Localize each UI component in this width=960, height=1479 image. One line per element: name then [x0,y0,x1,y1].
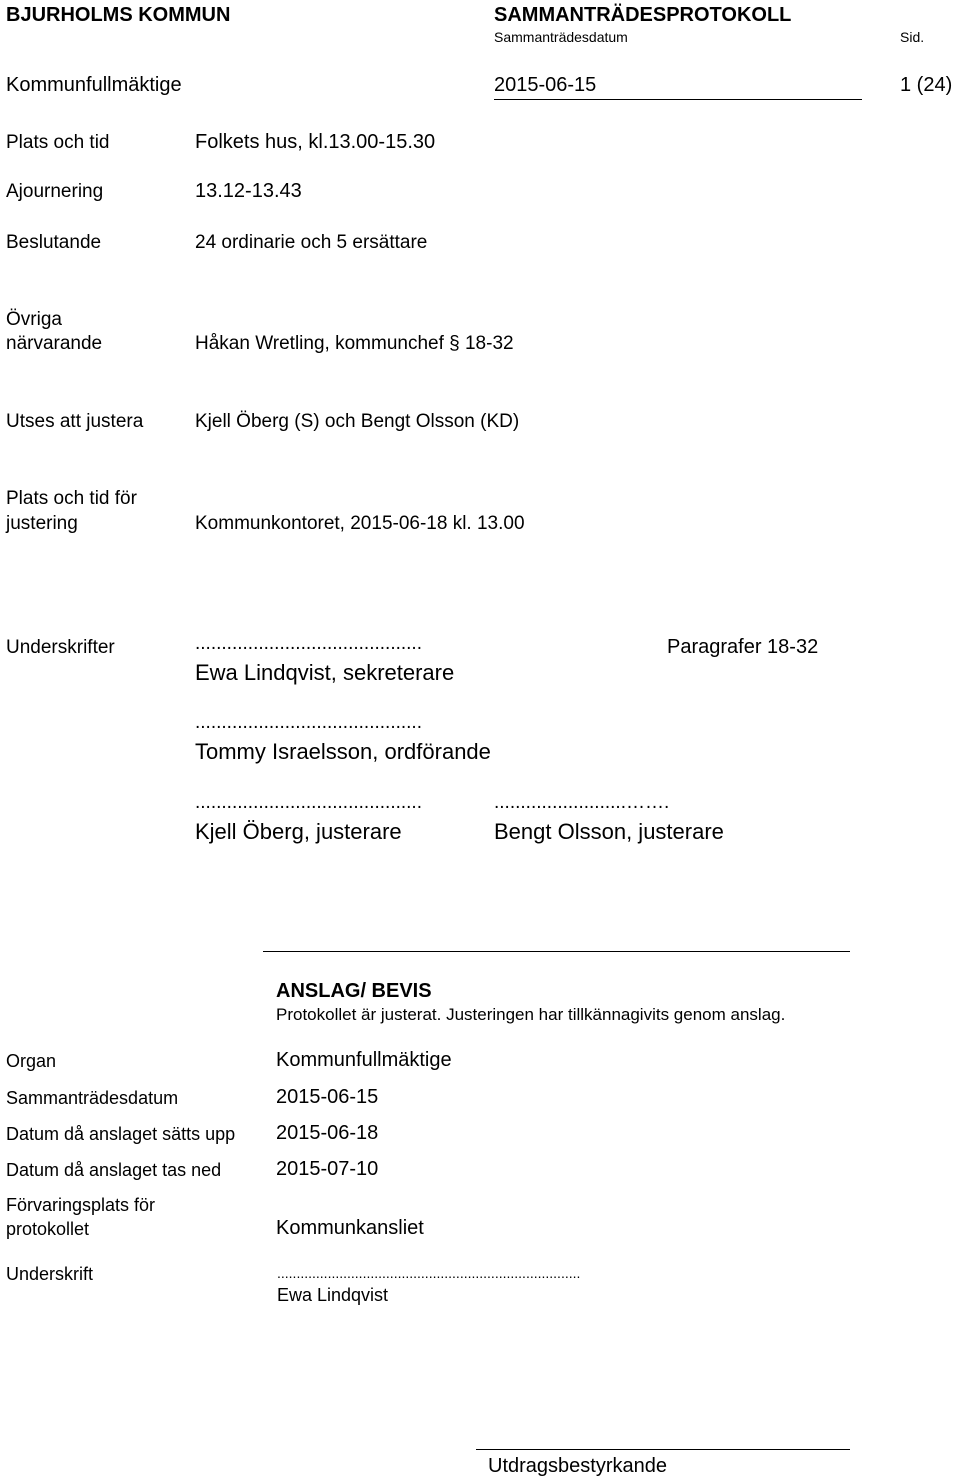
place-label: Plats och tid [6,132,110,153]
notice-rule [263,951,850,952]
organ-value: Kommunfullmäktige [276,1049,452,1071]
page-number: 1 (24) [900,74,953,96]
decision-makers-label: Beslutande [6,232,102,253]
adjournment-value: 13.12-13.43 [195,180,302,202]
meeting-date-label: Sammanträdesdatum [6,1088,179,1108]
adjusters-label: Utses att justera [6,411,144,432]
document-type: SAMMANTRÄDESPROTOKOLL [494,4,792,26]
secretary-name: Ewa Lindqvist, sekreterare [195,660,455,685]
secretary-signature-line: ........................................... [195,633,422,654]
storage-label-2: protokollet [6,1219,90,1239]
notice-signature-line: .............................................................................. [277,1265,581,1281]
date-column-label: Sammanträdesdatum [494,29,628,45]
notice-signature-label: Underskrift [6,1264,94,1284]
posted-date-value: 2015-06-18 [276,1122,379,1144]
notice-subtitle: Protokollet är justerat. Justeringen har tillkännagivits genom anslag. [276,1005,786,1024]
adjustment-time-value: Kommunkontoret, 2015-06-18 kl. 13.00 [195,513,525,534]
storage-label-1: Förvaringsplats för [6,1195,156,1215]
place-value: Folkets hus, kl.13.00-15.30 [195,131,436,153]
adjuster2-signature-line: .........................……. [494,792,670,813]
adjuster2-name: Bengt Olsson, justerare [494,819,724,844]
posted-date-label: Datum då anslaget sätts upp [6,1124,236,1144]
chair-name: Tommy Israelsson, ordförande [195,739,491,764]
notice-title: ANSLAG/ BEVIS [276,980,432,1002]
header-rule [494,99,862,100]
header-body: Kommunfullmäktige [6,74,182,96]
removed-date-value: 2015-07-10 [276,1158,379,1180]
decision-makers-value: 24 ordinarie och 5 ersättare [195,232,428,253]
header-date: 2015-06-15 [494,74,597,96]
removed-date-label: Datum då anslaget tas ned [6,1160,222,1180]
others-present-label-2: närvarande [6,333,103,354]
signatures-label: Underskrifter [6,637,115,658]
storage-value: Kommunkansliet [276,1217,424,1239]
others-present-value: Håkan Wretling, kommunchef § 18-32 [195,333,514,354]
page-column-label: Sid. [900,29,925,45]
others-present-label-1: Övriga [6,309,62,330]
certified-copy-label: Utdragsbestyrkande [488,1455,667,1477]
notice-signature-name: Ewa Lindqvist [277,1285,389,1305]
paragraphs-range: Paragrafer 18-32 [667,636,819,658]
adjustment-time-label-2: justering [6,513,78,534]
adjuster1-name: Kjell Öberg, justerare [195,819,402,844]
adjusters-value: Kjell Öberg (S) och Bengt Olsson (KD) [195,411,520,432]
adjuster1-signature-line: ........................................... [195,792,422,813]
adjournment-label: Ajournering [6,181,104,202]
organ-label: Organ [6,1051,57,1071]
chair-signature-line: ........................................... [195,712,422,733]
municipality-name: BJURHOLMS KOMMUN [6,4,231,26]
footer-rule [476,1449,850,1450]
meeting-date-value: 2015-06-15 [276,1086,379,1108]
adjustment-time-label-1: Plats och tid för [6,488,137,509]
